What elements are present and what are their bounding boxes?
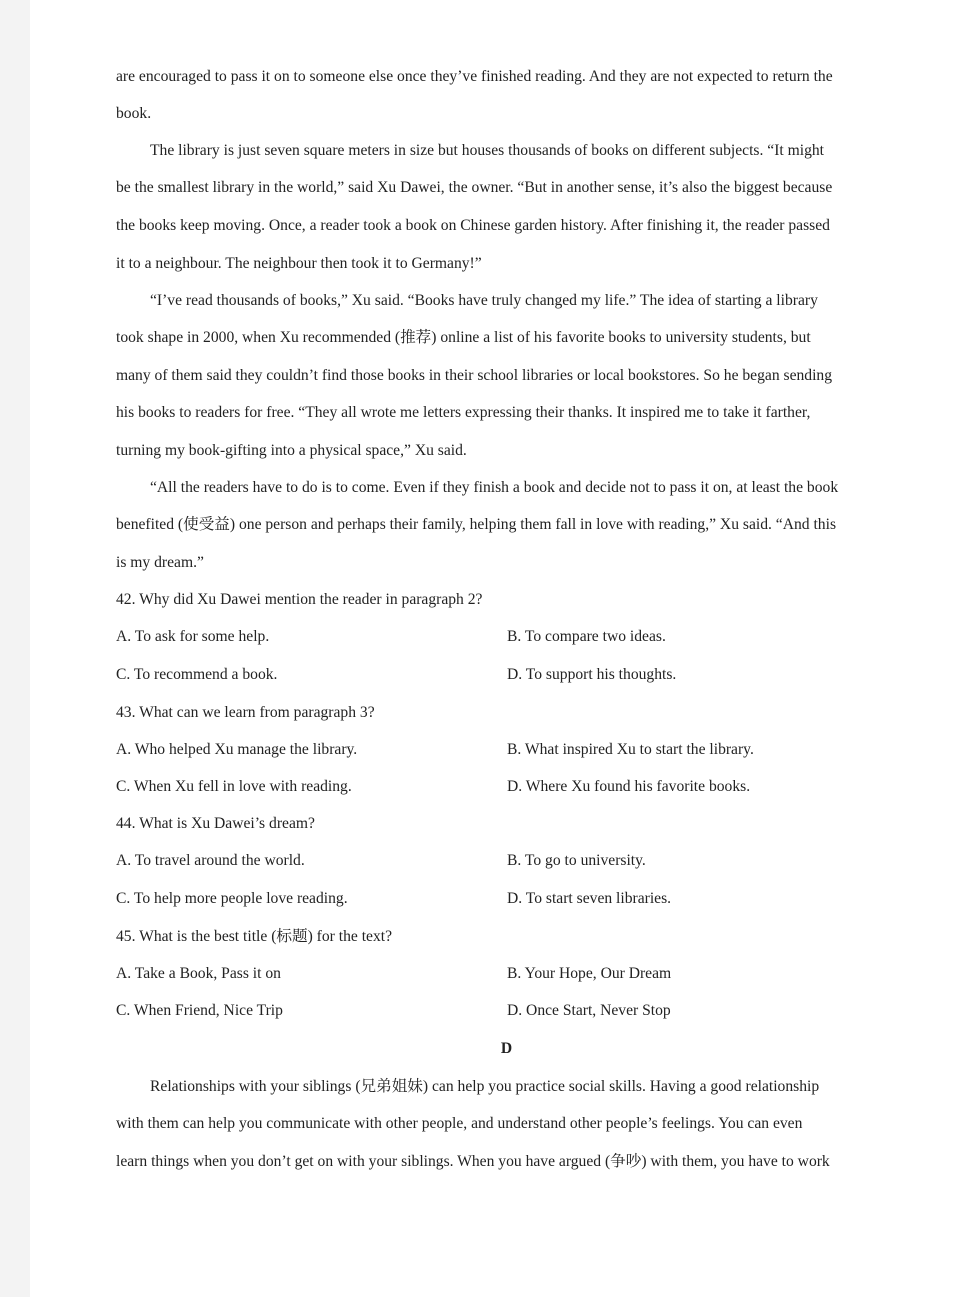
passage-line: his books to readers for free. “They all wrote me letters expressing their thanks. It inspired me to take it farther, xyxy=(116,404,811,421)
option-d: D. Where Xu found his favorite books. xyxy=(507,778,751,795)
option-a: A. To travel around the world. xyxy=(116,852,305,869)
passage-line: turning my book-gifting into a physical space,” Xu said. xyxy=(116,442,467,459)
passage-line: Relationships with your siblings (兄弟姐妹) can help you practice social skills. Having a good relationship xyxy=(150,1078,820,1095)
question-stem: 45. What is the best title (标题) for the text? xyxy=(116,928,392,945)
passage-line: book. xyxy=(116,105,152,122)
passage-line: benefited (使受益) one person and perhaps their family, helping them fall in love with reading,” Xu said. “And this xyxy=(116,516,837,533)
option-a: A. Who helped Xu manage the library. xyxy=(116,741,358,758)
option-b: B. To compare two ideas. xyxy=(507,628,666,645)
passage-line: took shape in 2000, when Xu recommended (推荐) online a list of his favorite books to university students, but xyxy=(116,329,811,346)
question-stem: 44. What is Xu Dawei’s dream? xyxy=(116,815,315,832)
passage-line: be the smallest library in the world,” said Xu Dawei, the owner. “But in another sense, it’s also the biggest because xyxy=(116,179,833,196)
passage-line: The library is just seven square meters in size but houses thousands of books on different subjects. “It might xyxy=(150,142,825,159)
option-b: B. To go to university. xyxy=(507,852,646,869)
question-stem: 43. What can we learn from paragraph 3? xyxy=(116,704,375,721)
option-a: A. To ask for some help. xyxy=(116,628,270,645)
question-stem: 42. Why did Xu Dawei mention the reader in paragraph 2? xyxy=(116,591,483,608)
passage-line: many of them said they couldn’t find those books in their school libraries or local bookstores. So he began sending xyxy=(116,367,833,384)
passage-line: it to a neighbour. The neighbour then took it to Germany!” xyxy=(116,255,482,272)
passage-line: “I’ve read thousands of books,” Xu said. “Books have truly changed my life.” The idea of starting a library xyxy=(150,292,818,309)
option-c: C. To recommend a book. xyxy=(116,666,278,683)
option-c: C. When Friend, Nice Trip xyxy=(116,1002,283,1019)
passage-line: is my dream.” xyxy=(116,554,204,571)
passage-line: are encouraged to pass it on to someone else once they’ve finished reading. And they are not expected to return the xyxy=(116,68,833,85)
option-a: A. Take a Book, Pass it on xyxy=(116,965,281,982)
option-b: B. Your Hope, Our Dream xyxy=(507,965,672,982)
passage-line: “All the readers have to do is to come. Even if they finish a book and decide not to pass it on, at least the book xyxy=(150,479,839,496)
option-d: D. To support his thoughts. xyxy=(507,666,677,683)
option-b: B. What inspired Xu to start the library. xyxy=(507,741,754,758)
passage-line: learn things when you don’t get on with your siblings. When you have argued (争吵) with them, you have to work xyxy=(116,1153,830,1170)
option-c: C. When Xu fell in love with reading. xyxy=(116,778,352,795)
option-c: C. To help more people love reading. xyxy=(116,890,348,907)
option-d: D. Once Start, Never Stop xyxy=(507,1002,671,1019)
passage-line: the books keep moving. Once, a reader took a book on Chinese garden history. After finishing it, the reader passed xyxy=(116,217,830,234)
section-heading: D xyxy=(500,1040,513,1057)
passage-line: with them can help you communicate with other people, and understand other people’s feelings. You can even xyxy=(116,1115,803,1132)
option-d: D. To start seven libraries. xyxy=(507,890,672,907)
